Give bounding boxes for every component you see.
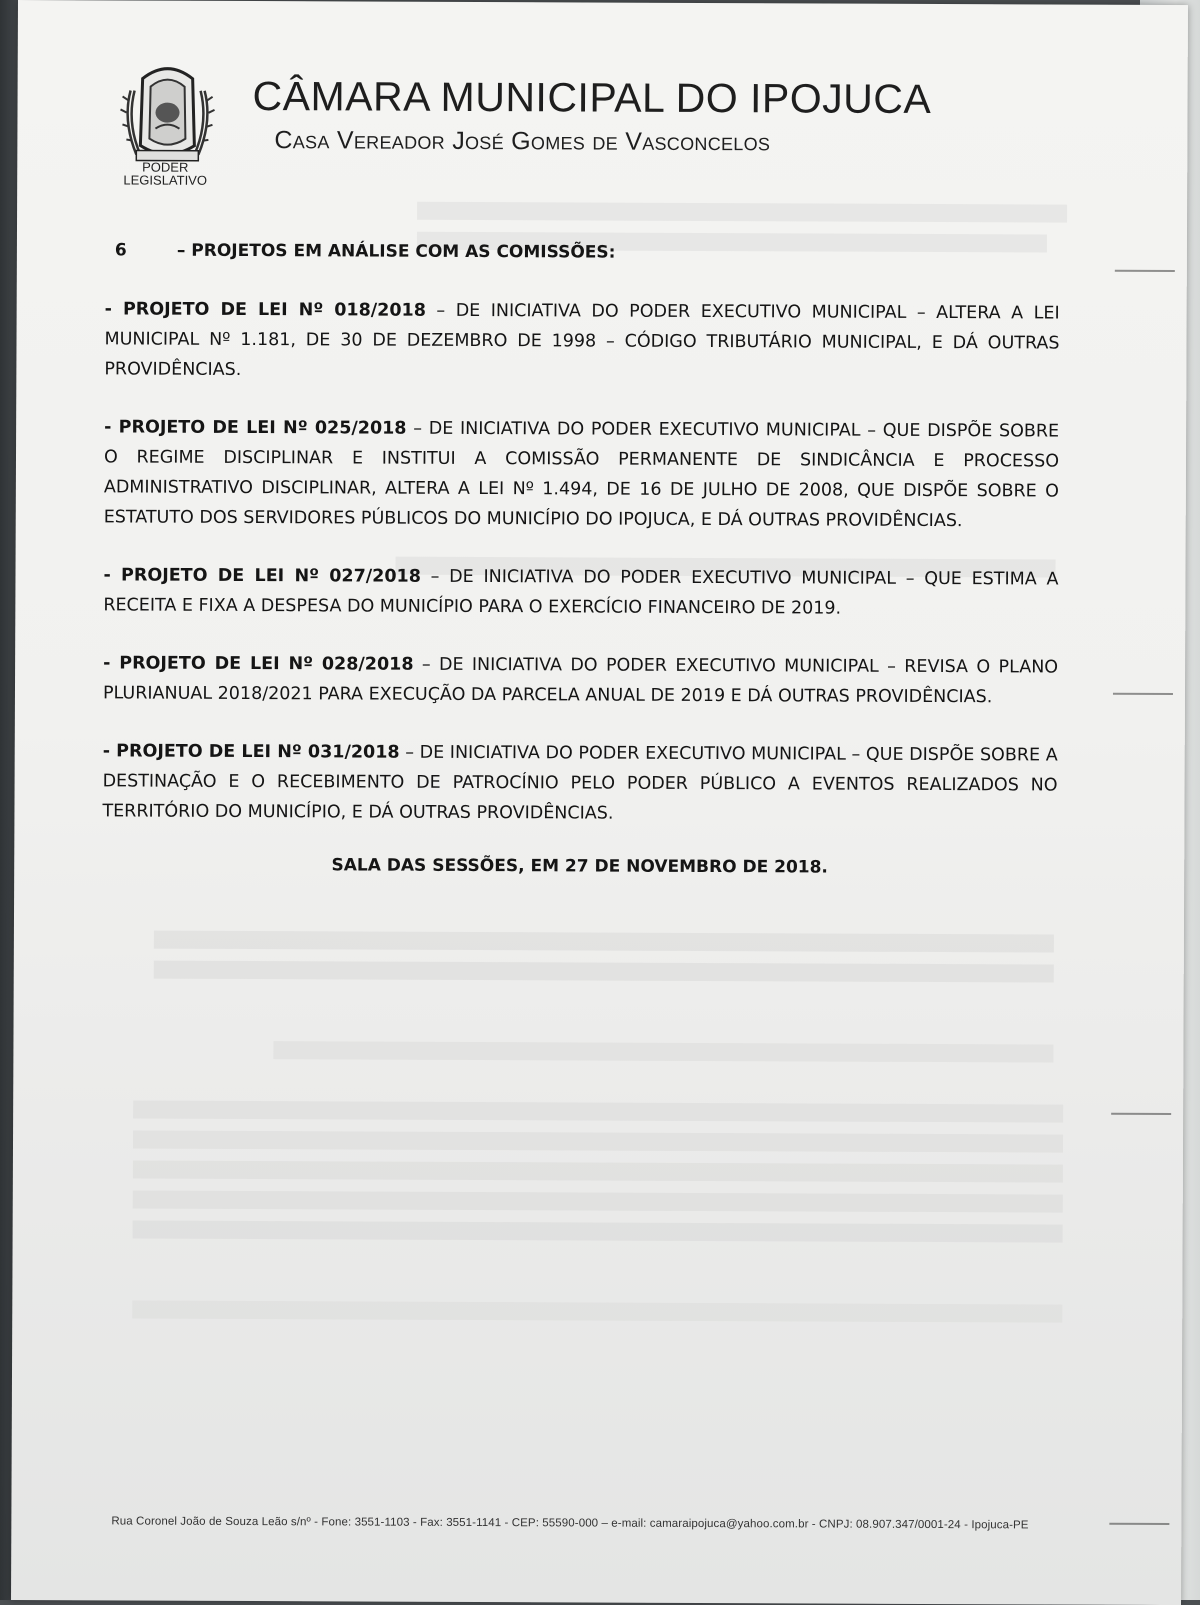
- document-page: [11, 0, 1188, 1605]
- closing-line: SALA DAS SESSÕES, EM 27 DE NOVEMBRO DE 2018.: [331, 855, 828, 878]
- bill-description: – DE INICIATIVA DO PODER EXECUTIVO MUNICIPAL – QUE DISPÕE SOBRE A DESTINAÇÃO E O RECEBIMENTO DE PATROCÍNIO PELO PODER PÚBLICO A EVENTOS REALIZADOS NO TERRITÓRIO DO MUNICÍPIO, E DÁ OUTRAS PROVIDÊNCIAS.: [102, 742, 1058, 824]
- bill-item: [103, 648, 1058, 712]
- section-heading: [115, 240, 1060, 264]
- document-body: [102, 240, 1060, 878]
- bleed-through-line: [133, 1131, 1063, 1153]
- bill-id: - PROJETO DE LEI Nº 025/2018: [104, 417, 407, 439]
- margin-tick: [1115, 270, 1175, 272]
- footer-contact: Rua Coronel João de Souza Leão s/nº - Fone: 3551-1103 - Fax: 3551-1141 - CEP: 55590-000 – e-mail: camaraipojuca@yahoo.com.br - CNPJ: 08.907.347/0001-24 - Ipojuca-PE: [111, 1515, 1029, 1532]
- bill-id: - PROJETO DE LEI Nº 028/2018: [103, 653, 414, 675]
- bill-description: – DE INICIATIVA DO PODER EXECUTIVO MUNICIPAL – QUE DISPÕE SOBRE O REGIME DISCIPLINAR E INSTITUI A COMISSÃO PERMANENTE DE SINDICÂNCIA E PROCESSO ADMINISTRATIVO DISCIPLINAR, ALTERA A LEI Nº 1.494, DE 16 DE JULHO DE 2008, QUE DISPÕE SOBRE O ESTATUTO DOS SERVIDORES PÚBLICOS DO MUNICÍPIO DO IPOJUCA, E DÁ OUTRAS PROVIDÊNCIAS.: [103, 418, 1060, 532]
- bill-item: [104, 294, 1059, 388]
- bleed-through-line: [133, 1191, 1063, 1213]
- margin-tick: [1111, 1113, 1171, 1115]
- bleed-through-line: [132, 1301, 1062, 1323]
- bill-item: [104, 412, 1060, 536]
- bill-item: [103, 560, 1058, 624]
- margin-tick: [1113, 693, 1173, 695]
- institution-title: CÂMARA MUNICIPAL DO IPOJUCA: [252, 73, 932, 122]
- bill-description: – DE INICIATIVA DO PODER EXECUTIVO MUNICIPAL – QUE ESTIMA A RECEITA E FIXA A DESPESA DO MUNICÍPIO PARA O EXERCÍCIO FINANCEIRO DE 2019.: [103, 566, 1059, 619]
- section-number: 6: [114, 240, 127, 261]
- bleed-through-line: [154, 961, 1054, 983]
- bill-id: - PROJETO DE LEI Nº 027/2018: [103, 565, 421, 587]
- bleed-through-line: [417, 202, 1067, 223]
- institution-subtitle: Casa Vereador José Gomes de Vasconcelos: [274, 126, 771, 157]
- bleed-through-line: [133, 1221, 1063, 1243]
- bill-id: - PROJETO DE LEI Nº 018/2018: [104, 299, 426, 321]
- bleed-through-line: [133, 1101, 1063, 1123]
- bill-id: - PROJETO DE LEI Nº 031/2018: [102, 741, 400, 763]
- section-title: – PROJETOS EM ANÁLISE COM AS COMISSÕES:: [176, 240, 616, 263]
- bleed-through-line: [154, 931, 1054, 953]
- seal-label-line2: LEGISLATIVO: [123, 172, 208, 188]
- margin-tick: [1109, 1523, 1169, 1525]
- bill-description: – DE INICIATIVA DO PODER EXECUTIVO MUNICIPAL – ALTERA A LEI MUNICIPAL Nº 1.181, DE 30 DE DEZEMBRO DE 1998 – CÓDIGO TRIBUTÁRIO MUNICIPAL, E DÁ OUTRAS PROVIDÊNCIAS.: [104, 300, 1060, 380]
- bill-description: – DE INICIATIVA DO PODER EXECUTIVO MUNICIPAL – REVISA O PLANO PLURIANUAL 2018/2021 PARA EXECUÇÃO DA PARCELA ANUAL DE 2019 E DÁ OUTRAS PROVIDÊNCIAS.: [102, 654, 1059, 708]
- bill-item: [102, 736, 1057, 830]
- bleed-through-line: [133, 1161, 1063, 1183]
- bleed-through-line: [273, 1041, 1053, 1062]
- seal-label-line1: PODER: [142, 159, 189, 175]
